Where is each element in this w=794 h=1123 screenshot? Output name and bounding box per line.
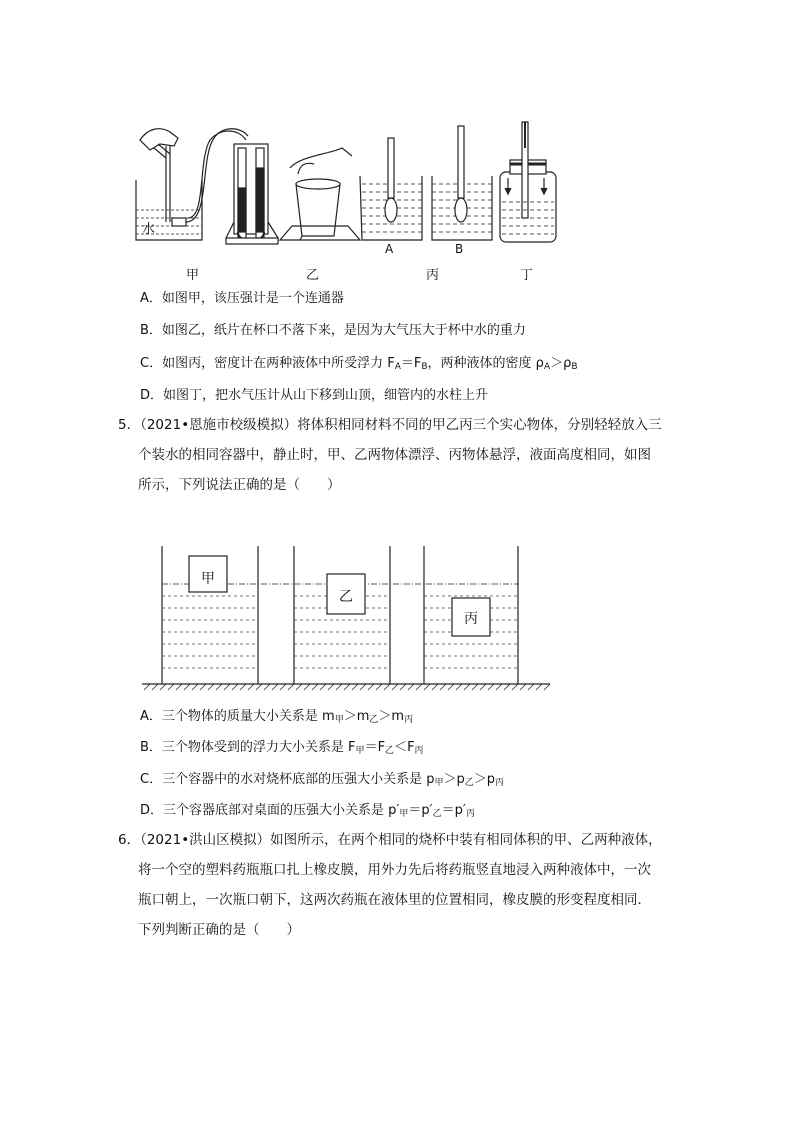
option-text: 如图丙，密度计在两种液体中所受浮力 F bbox=[162, 356, 395, 371]
option-text: 三个物体受到的浮力大小关系是 F bbox=[161, 740, 356, 755]
option-letter: B． bbox=[140, 323, 162, 338]
subscript: A bbox=[543, 362, 551, 372]
label-A: A bbox=[385, 242, 394, 256]
q6-line-3: 瓶口朝上，一次瓶口朝下，这两次药瓶在液体里的位置相同，橡皮膜的形变程度相同． bbox=[138, 892, 651, 908]
option-text: 三个容器底部对桌面的压强大小关系是 p′ bbox=[163, 803, 400, 818]
q4-option-a bbox=[140, 291, 344, 307]
q5-option-d bbox=[140, 803, 475, 822]
q5-stem bbox=[118, 410, 678, 500]
q4-option-c bbox=[140, 356, 578, 375]
subscript: 乙 bbox=[385, 746, 395, 756]
manometer-apparatus bbox=[136, 129, 278, 244]
option-letter: C． bbox=[140, 772, 163, 787]
label-yi: 乙 bbox=[306, 268, 320, 283]
option-text: ＜F bbox=[394, 740, 415, 755]
q6-line-1: 6．（2021•洪山区模拟）如图所示，在两个相同的烧杯中装有相同体积的甲、乙两种液体， bbox=[118, 832, 662, 848]
option-text: ＝F bbox=[400, 356, 422, 371]
option-letter: D． bbox=[140, 803, 164, 818]
option-text: ＞p bbox=[473, 772, 496, 787]
option-letter: C． bbox=[140, 356, 163, 371]
q6-stem bbox=[118, 825, 678, 945]
subscript: 丙 bbox=[495, 778, 505, 788]
subscript: 丙 bbox=[414, 746, 424, 756]
q5-option-b bbox=[140, 740, 424, 759]
label-water: 水 bbox=[142, 222, 156, 237]
q5-line-2: 个装水的相同容器中，静止时，甲、乙两物体漂浮、丙物体悬浮，液面高度相同，如图 bbox=[138, 447, 651, 463]
option-text: 三个物体的质量大小关系是 m bbox=[161, 709, 335, 724]
option-letter: D． bbox=[140, 388, 164, 403]
label-B: B bbox=[455, 242, 464, 256]
q5-line-1: 5．（2021•恩施市校级模拟）将体积相同材料不同的甲乙丙三个实心物体，分别轻轻放入三 bbox=[118, 417, 662, 433]
q5-figure bbox=[140, 544, 560, 692]
option-text: ＝F bbox=[364, 740, 386, 755]
q6-line-4: 下列判断正确的是（ ） bbox=[138, 922, 300, 938]
inverted-cup bbox=[280, 148, 360, 240]
q5-option-c bbox=[140, 772, 504, 791]
option-text: 如图甲，该压强计是一个连通器 bbox=[161, 291, 344, 306]
option-text: ，两种液体的密度 ρ bbox=[427, 356, 544, 371]
option-text: ＝p′ bbox=[441, 803, 466, 818]
label-jia: 甲 bbox=[186, 268, 200, 283]
option-text: ＝p′ bbox=[408, 803, 433, 818]
option-text: 如图乙，纸片在杯口不落下来，是因为大气压大于杯中水的重力 bbox=[161, 323, 526, 338]
option-text: ＞m bbox=[378, 709, 405, 724]
option-text: 三个容器中的水对烧杯底部的压强大小关系是 p bbox=[162, 772, 435, 787]
option-letter: A． bbox=[140, 709, 162, 724]
option-text: ＞m bbox=[343, 709, 370, 724]
subscript: A bbox=[394, 362, 401, 372]
densitometer-beakers bbox=[360, 126, 492, 240]
q5-line-3: 所示，下列说法正确的是（ ） bbox=[138, 477, 341, 493]
subscript: 甲 bbox=[334, 715, 344, 725]
q4-option-b bbox=[140, 323, 526, 339]
subscript: B bbox=[421, 362, 428, 372]
subscript: 甲 bbox=[434, 778, 444, 788]
subscript: 甲 bbox=[399, 809, 409, 819]
bottle-barometer bbox=[500, 122, 556, 242]
option-text: ＞ρ bbox=[550, 356, 572, 371]
block-label-bing: 丙 bbox=[464, 611, 478, 627]
subscript: 丙 bbox=[465, 809, 475, 819]
subscript: 乙 bbox=[369, 715, 379, 725]
q6-line-2: 将一个空的塑料药瓶瓶口扎上橡皮膜，用外力先后将药瓶竖直地浸入两种液体中，一次 bbox=[138, 862, 651, 878]
q4-option-d bbox=[140, 388, 488, 404]
subscript: 乙 bbox=[432, 809, 442, 819]
subscript: 丙 bbox=[404, 715, 414, 725]
subscript: 甲 bbox=[355, 746, 365, 756]
option-text: 如图丁，把水气压计从山下移到山顶，细管内的水柱上升 bbox=[163, 388, 489, 403]
option-letter: B． bbox=[140, 740, 162, 755]
label-bing: 丙 bbox=[426, 268, 440, 283]
label-ding: 丁 bbox=[520, 268, 534, 283]
block-label-yi: 乙 bbox=[339, 589, 353, 605]
subscript: B bbox=[571, 362, 578, 372]
option-text: ＞p bbox=[443, 772, 465, 787]
q5-option-a bbox=[140, 709, 413, 728]
top-figure bbox=[130, 118, 570, 258]
subscript: 乙 bbox=[464, 778, 474, 788]
block-label-jia: 甲 bbox=[201, 571, 215, 587]
option-letter: A． bbox=[140, 291, 162, 306]
